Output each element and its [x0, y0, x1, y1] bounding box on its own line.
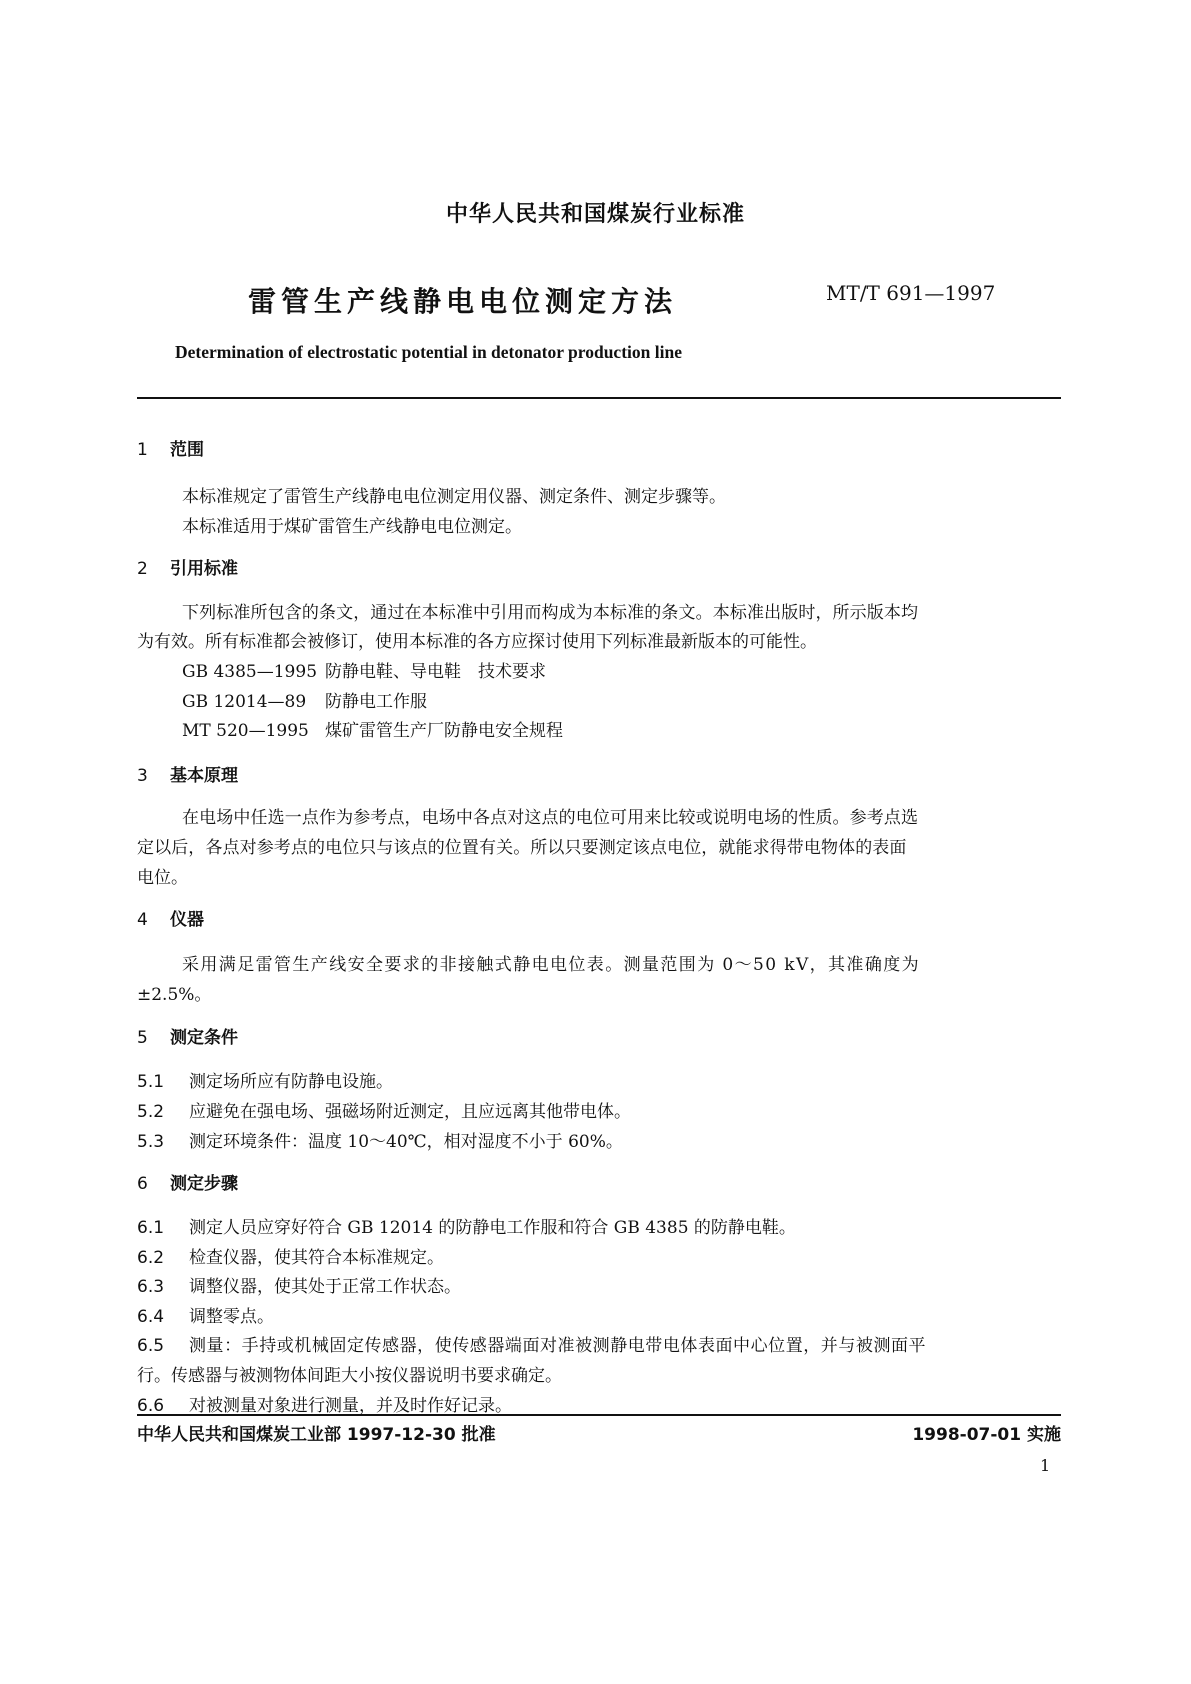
section-heading-1: 1 范围 — [137, 440, 204, 460]
section-heading-3: 3 基本原理 — [137, 766, 238, 786]
english-title: Determination of electrostatic potential in detonator production line — [175, 342, 682, 362]
paragraph-line: 下列标准所包含的条文，通过在本标准中引用而构成为本标准的条文。本标准出版时，所示版本均 — [182, 603, 919, 623]
clause-item: 6.3 调整仪器，使其处于正常工作状态。 — [137, 1277, 461, 1297]
reference-item: GB 4385—1995 防静电鞋、导电鞋 技术要求 — [182, 662, 546, 682]
paragraph-line: ±2.5%。 — [137, 985, 212, 1005]
standard-code: MT/T 691—1997 — [826, 281, 996, 305]
clause-continuation: 行。传感器与被测物体间距大小按仪器说明书要求确定。 — [137, 1366, 562, 1386]
paragraph-line: 为有效。所有标准都会被修订，使用本标准的各方应探讨使用下列标准最新版本的可能性。 — [137, 632, 817, 652]
footer-divider — [137, 1414, 1061, 1416]
clause-item: 6.5 测量：手持或机械固定传感器，使传感器端面对准被测静电带电体表面中心位置，并与被测面平 — [137, 1336, 927, 1356]
paragraph-line: 本标准适用于煤矿雷管生产线静电电位测定。 — [182, 517, 522, 537]
paragraph-line: 电位。 — [137, 868, 188, 888]
paragraph-line: 本标准规定了雷管生产线静电电位测定用仪器、测定条件、测定步骤等。 — [182, 487, 726, 507]
reference-item: MT 520—1995 煤矿雷管生产厂防静电安全规程 — [182, 721, 563, 741]
page-number: 1 — [1040, 1456, 1051, 1475]
paragraph-line: 定以后，各点对参考点的电位只与该点的位置有关。所以只要测定该点电位，就能求得带电物体的表面 — [137, 838, 907, 858]
reference-item: GB 12014—89 防静电工作服 — [182, 692, 427, 712]
standard-organization: 中华人民共和国煤炭行业标准 — [445, 202, 745, 227]
clause-item: 6.2 检查仪器，使其符合本标准规定。 — [137, 1248, 444, 1268]
clause-item: 5.3 测定环境条件：温度 10～40℃，相对湿度不小于 60%。 — [137, 1132, 623, 1152]
effective-date: 1998-07-01 实施 — [912, 1425, 1061, 1445]
section-heading-5: 5 测定条件 — [137, 1028, 238, 1048]
paragraph-line: 在电场中任选一点作为参考点，电场中各点对这点的电位可用来比较或说明电场的性质。参考点选 — [182, 808, 919, 828]
paragraph-line: 采用满足雷管生产线安全要求的非接触式静电电位表。测量范围为 0～50 kV，其准确度为 — [182, 955, 921, 975]
section-heading-2: 2 引用标准 — [137, 559, 238, 579]
section-heading-6: 6 测定步骤 — [137, 1174, 238, 1194]
clause-item: 6.4 调整零点。 — [137, 1307, 274, 1327]
header-divider — [137, 397, 1061, 399]
section-heading-4: 4 仪器 — [137, 910, 204, 930]
clause-item: 6.6 对被测量对象进行测量，并及时作好记录。 — [137, 1396, 512, 1416]
clause-item: 6.1 测定人员应穿好符合 GB 12014 的防静电工作服和符合 GB 4385 的防静电鞋。 — [137, 1218, 796, 1238]
clause-item: 5.2 应避免在强电场、强磁场附近测定，且应远离其他带电体。 — [137, 1102, 631, 1122]
approval-line: 中华人民共和国煤炭工业部 1997-12-30 批准 — [137, 1425, 496, 1445]
document-title: 雷管生产线静电电位测定方法 — [248, 285, 678, 318]
clause-item: 5.1 测定场所应有防静电设施。 — [137, 1072, 393, 1092]
